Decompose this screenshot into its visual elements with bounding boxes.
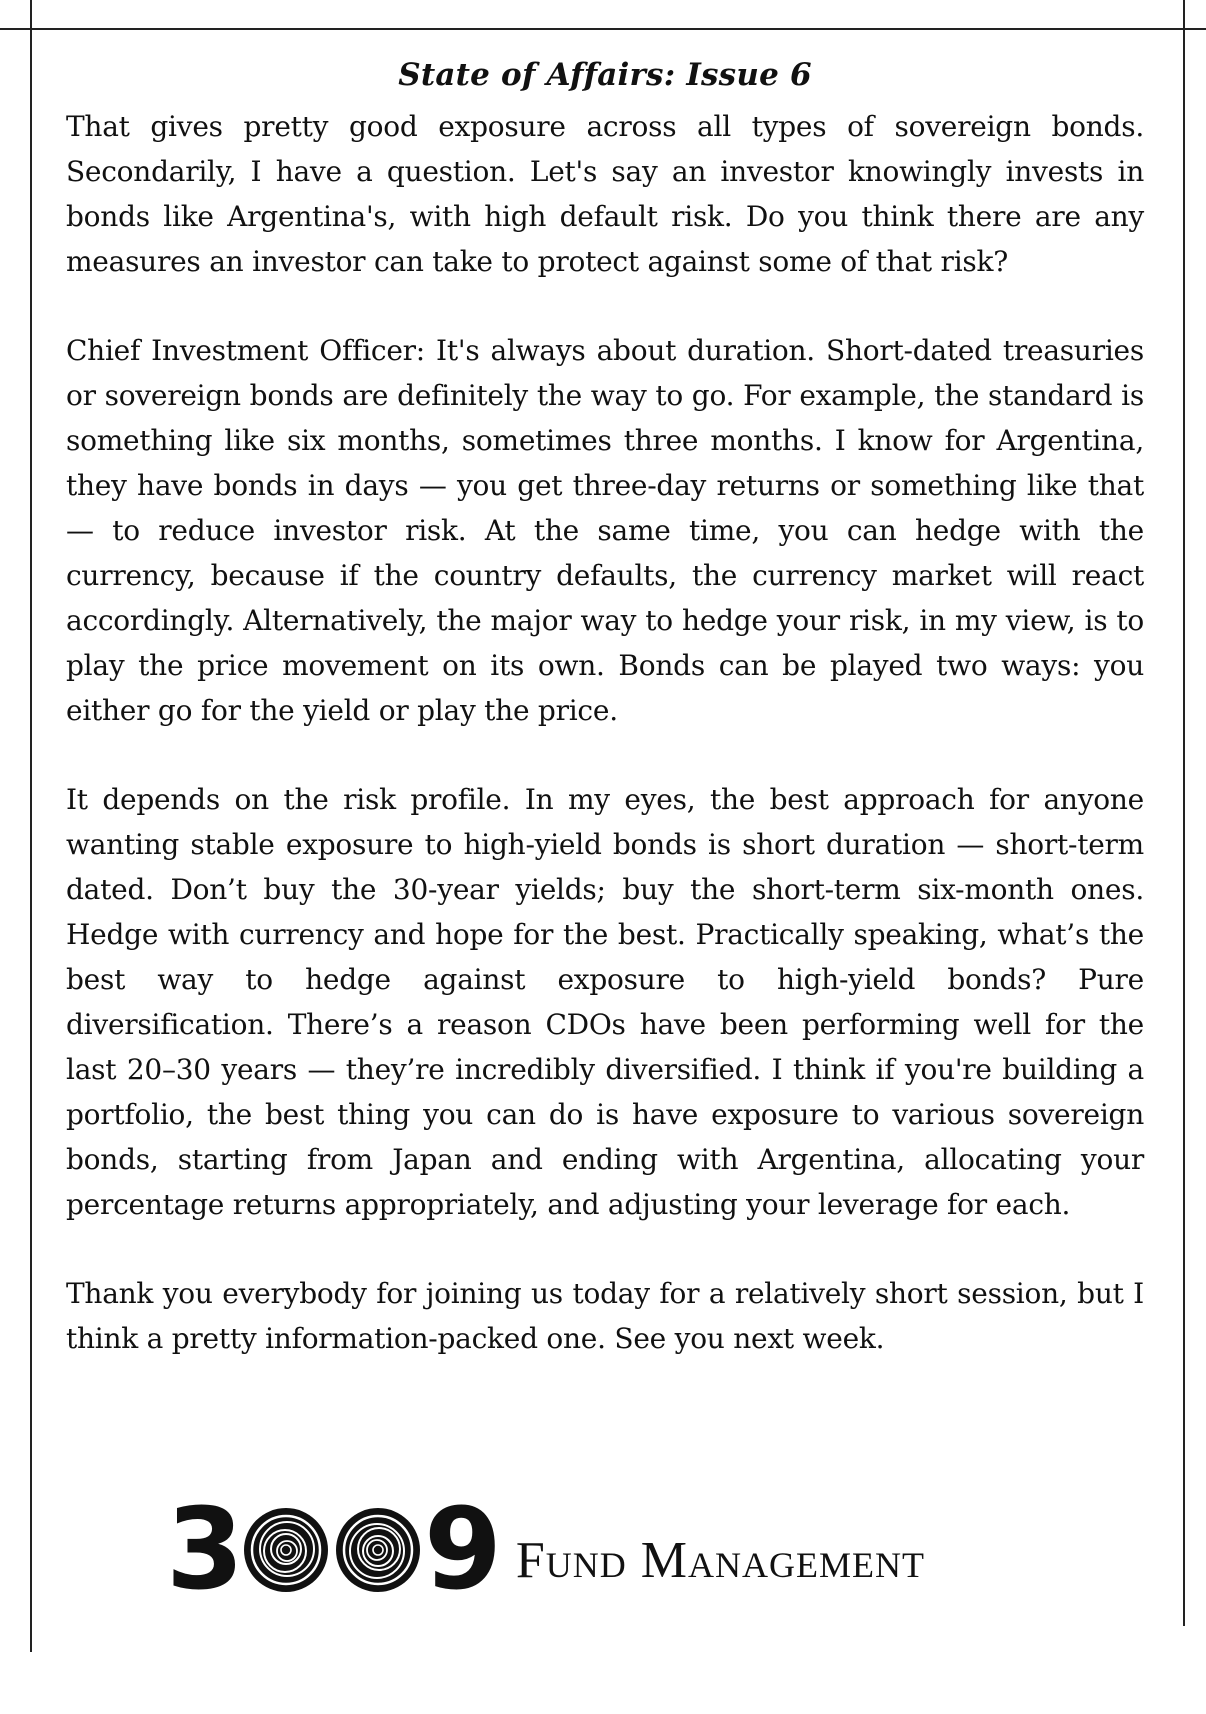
paragraph-question: That gives pretty good exposure across all types of sovereign bonds. Secondarily, I have a question. Let's say an investor knowingly invests in bonds like Argentina's, with high default risk. Do you think there are any measures an investor can take to protect against some of that risk? xyxy=(66,110,1144,278)
paragraph-risk-profile: It depends on the risk profile. In my eyes, the best approach for anyone wanting stable exposure to high-yield bonds is short duration — short-term dated. Don’t buy the 30-year yields; buy the short-term six-month ones. Hedge with currency and hope for the best. Practically speaking, what’s the best way to hedge against exposure to high-yield bonds? Pure diversification. There’s a reason CDOs have been performing well for the last 20–30 years — they’re incredibly diversified. I think if you're building a portfolio, the best thing you can do is have exposure to various sovereign bonds, starting from Japan and ending with Argentina, allocating your percentage returns appropriately, and adjusting your leverage for each. xyxy=(66,783,1144,1221)
logo-digit-nine: 9 xyxy=(423,1485,498,1615)
issue-title: State of Affairs: Issue 6 xyxy=(398,57,812,93)
logo-digit-three: 3 xyxy=(166,1485,240,1615)
logo-ring-icon-second xyxy=(334,1506,422,1594)
paragraph-closing: Thank you everybody for joining us today for a relatively short session, but I think a pretty information-packed one. See you next week. xyxy=(66,1277,1144,1355)
company-logo xyxy=(166,1485,925,1615)
page-content xyxy=(66,52,1144,1405)
top-border-rule xyxy=(0,28,1206,30)
left-border-rule xyxy=(30,0,32,1652)
right-border-rule xyxy=(1183,0,1185,1626)
paragraph-cio-answer: Chief Investment Officer: It's always about duration. Short-dated treasuries or sovereign bonds are definitely the way to go. For example, the standard is something like six months, sometimes three months. I know for Argentina, they have bonds in days — you get three-day returns or something like that — to reduce investor risk. At the same time, you can hedge with the currency, because if the country defaults, the currency market will react accordingly. Alternatively, the major way to hedge your risk, in my view, is to play the price movement on its own. Bonds can be played two ways: you either go for the yield or play the price. xyxy=(66,334,1144,727)
logo-mark xyxy=(166,1485,498,1615)
logo-wordmark: Fund Management xyxy=(515,1532,925,1589)
logo-ring-icon-first xyxy=(242,1506,330,1594)
